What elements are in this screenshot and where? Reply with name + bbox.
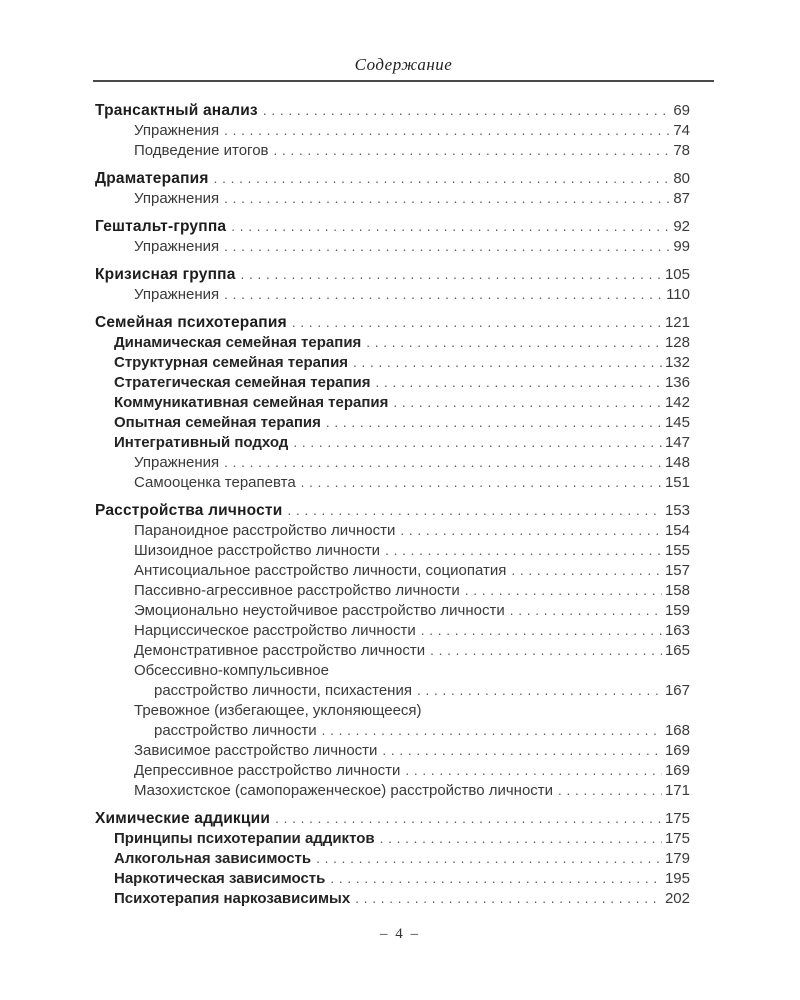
dot-leader	[287, 501, 662, 521]
toc-entry	[95, 781, 690, 801]
dot-leader	[292, 313, 662, 333]
toc-entry	[95, 741, 690, 761]
toc-entry-label: Опытная семейная терапия	[114, 414, 321, 431]
toc-entry	[95, 217, 690, 237]
dot-leader	[421, 621, 662, 641]
toc-entry	[95, 809, 690, 829]
toc-entry-line	[95, 889, 690, 909]
toc-entry-page: 175	[664, 830, 690, 847]
toc-entry-label: Упражнения	[134, 454, 220, 471]
dot-leader	[326, 413, 662, 433]
page-number-footer: – 4 –	[380, 926, 420, 942]
toc-entry-line	[95, 741, 690, 761]
content-header	[93, 55, 714, 82]
toc-entry-page: 167	[664, 682, 690, 699]
toc-entry-label: Принципы психотерапии аддиктов	[114, 830, 375, 847]
toc-entry-page: 147	[664, 434, 690, 451]
dot-leader	[224, 237, 670, 257]
toc-entry	[95, 701, 690, 741]
toc-entry	[95, 413, 690, 433]
dot-leader	[275, 809, 662, 829]
toc-entry-page: 99	[673, 238, 690, 255]
toc-entry-line	[95, 433, 690, 453]
toc-entry	[95, 661, 690, 701]
toc-entry-line	[95, 501, 690, 521]
toc-entry-line	[95, 661, 690, 681]
toc-entry-line	[95, 781, 690, 801]
dot-leader	[382, 741, 662, 761]
toc-entry-line	[95, 189, 690, 209]
toc-entry-line	[95, 701, 690, 721]
toc-entry-page: 110	[666, 286, 690, 303]
toc-entry	[95, 641, 690, 661]
toc-entry	[95, 353, 690, 373]
toc-entry-label: Подведение итогов	[134, 142, 269, 159]
dot-leader	[558, 781, 662, 801]
toc-entry-label: Упражнения	[134, 190, 220, 207]
toc-entry-page: 168	[664, 722, 690, 739]
toc-entry	[95, 373, 690, 393]
dot-leader	[224, 121, 670, 141]
toc-entry-page: 128	[664, 334, 690, 351]
toc-entry-line	[95, 393, 690, 413]
dot-leader	[366, 333, 662, 353]
dot-leader	[224, 453, 662, 473]
toc-entry-label: Демонстративное расстройство личности	[134, 642, 426, 659]
toc-entry	[95, 501, 690, 521]
toc-entry-page: 153	[664, 502, 690, 519]
toc-entry	[95, 849, 690, 869]
toc-entry-label: Динамическая семейная терапия	[114, 334, 362, 351]
toc-entry-page: 175	[664, 810, 690, 827]
toc-entry-label: Коммуникативная семейная терапия	[114, 394, 389, 411]
toc-entry-line	[95, 121, 690, 141]
toc-entry-line	[95, 561, 690, 581]
dot-leader	[385, 541, 662, 561]
toc-entry-page: 154	[664, 522, 690, 539]
toc-list	[95, 101, 690, 909]
dot-leader	[274, 141, 671, 161]
toc-entry-page: 121	[664, 314, 690, 331]
toc-entry-label: Пассивно-агрессивное расстройство личности	[134, 582, 460, 599]
toc-entry-label: Интегративный подход	[114, 434, 289, 451]
toc-entry-page: 92	[673, 218, 690, 235]
dot-leader	[511, 561, 662, 581]
toc-entry-page: 74	[673, 122, 690, 139]
toc-entry-label: Упражнения	[134, 238, 220, 255]
toc-entry-page: 148	[664, 454, 690, 471]
toc-entry-label: Нарциссическое расстройство личности	[134, 622, 416, 639]
toc-entry-line	[95, 265, 690, 285]
toc-entry-line	[95, 353, 690, 373]
toc-entry-line	[95, 413, 690, 433]
toc-entry-line	[95, 217, 690, 237]
toc-entry	[95, 869, 690, 889]
toc-entry-label-continued: расстройство личности	[154, 722, 317, 739]
toc-entry-line	[95, 101, 690, 121]
toc-entry-label: Эмоционально неустойчивое расстройство личности	[134, 602, 505, 619]
toc-entry-label: Алкогольная зависимость	[114, 850, 312, 867]
toc-entry-label: Трансактный анализ	[95, 102, 258, 119]
toc-entry	[95, 829, 690, 849]
dot-leader	[231, 217, 670, 237]
toc-entry-line	[95, 869, 690, 889]
toc-entry	[95, 265, 690, 285]
toc-entry	[95, 141, 690, 161]
toc-entry-line	[95, 621, 690, 641]
toc-entry-label-continued: расстройство личности, психастения	[154, 682, 412, 699]
toc-entry	[95, 601, 690, 621]
toc-entry-label: Самооценка терапевта	[134, 474, 296, 491]
toc-entry	[95, 433, 690, 453]
dot-leader	[353, 353, 662, 373]
dot-leader	[510, 601, 662, 621]
dot-leader	[224, 285, 663, 305]
toc-entry	[95, 333, 690, 353]
toc-entry-page: 159	[664, 602, 690, 619]
toc-entry-label: Химические аддикции	[95, 810, 271, 827]
toc-entry-label: Антисоциальное расстройство личности, социопатия	[134, 562, 507, 579]
dot-leader	[400, 521, 662, 541]
dot-leader	[293, 433, 662, 453]
toc-entry-label: Зависимое расстройство личности	[134, 742, 378, 759]
toc-entry-label: Расстройства личности	[95, 502, 283, 519]
toc-entry-line	[95, 721, 690, 741]
toc-entry	[95, 561, 690, 581]
toc-entry-line	[95, 237, 690, 257]
toc-entry	[95, 621, 690, 641]
toc-entry-label: Шизоидное расстройство личности	[134, 542, 381, 559]
toc-entry-line	[95, 601, 690, 621]
dot-leader	[214, 169, 671, 189]
toc-entry	[95, 581, 690, 601]
toc-entry	[95, 313, 690, 333]
toc-entry-page: 132	[664, 354, 690, 371]
toc-entry-label: Гештальт-группа	[95, 218, 227, 235]
toc-entry	[95, 237, 690, 257]
toc-entry-label: Драматерапия	[95, 170, 209, 187]
toc-entry-line	[95, 829, 690, 849]
dot-leader	[380, 829, 662, 849]
toc-entry-line	[95, 849, 690, 869]
toc-entry-label: Наркотическая зависимость	[114, 870, 326, 887]
toc-entry	[95, 169, 690, 189]
toc-entry-line	[95, 285, 690, 305]
toc-entry	[95, 889, 690, 909]
toc-entry	[95, 393, 690, 413]
toc-entry-label: Упражнения	[134, 286, 220, 303]
toc-entry-line	[95, 809, 690, 829]
dot-leader	[465, 581, 662, 601]
toc-entry-label: Стратегическая семейная терапия	[114, 374, 371, 391]
toc-entry-label: Структурная семейная терапия	[114, 354, 349, 371]
toc-entry	[95, 761, 690, 781]
toc-entry-page: 165	[664, 642, 690, 659]
dot-leader	[241, 265, 662, 285]
toc-entry-line	[95, 141, 690, 161]
dot-leader	[330, 869, 662, 889]
toc-entry-label: Психотерапия наркозависимых	[114, 890, 351, 907]
toc-entry	[95, 521, 690, 541]
toc-entry-page: 195	[664, 870, 690, 887]
toc-entry	[95, 473, 690, 493]
toc-entry-page: 169	[664, 762, 690, 779]
toc-entry-line	[95, 313, 690, 333]
toc-entry-line	[95, 473, 690, 493]
dot-leader	[355, 889, 662, 909]
toc-entry-page: 78	[673, 142, 690, 159]
toc-entry	[95, 101, 690, 121]
toc-entry	[95, 453, 690, 473]
toc-entry-label: Мазохистское (самопораженческое) расстройство личности	[134, 782, 554, 799]
toc-entry	[95, 121, 690, 141]
toc-entry-label: Обсессивно-компульсивное	[134, 662, 329, 679]
toc-entry	[95, 541, 690, 561]
dot-leader	[322, 721, 662, 741]
toc-entry-line	[95, 761, 690, 781]
toc-entry-page: 163	[664, 622, 690, 639]
page-title: Содержание	[354, 55, 453, 74]
toc-entry-line	[95, 641, 690, 661]
toc-entry-page: 169	[664, 742, 690, 759]
toc-entry-page: 202	[664, 890, 690, 907]
dot-leader	[376, 373, 662, 393]
toc-entry-page: 80	[673, 170, 690, 187]
dot-leader	[224, 189, 670, 209]
toc-entry	[95, 189, 690, 209]
toc-entry-label: Кризисная группа	[95, 266, 236, 283]
toc-entry-line	[95, 681, 690, 701]
toc-entry-page: 69	[673, 102, 690, 119]
toc-entry-line	[95, 169, 690, 189]
toc-entry-page: 179	[664, 850, 690, 867]
toc-entry	[95, 285, 690, 305]
toc-entry-line	[95, 581, 690, 601]
toc-entry-page: 171	[664, 782, 690, 799]
dot-leader	[430, 641, 662, 661]
dot-leader	[316, 849, 662, 869]
toc-entry-line	[95, 453, 690, 473]
toc-entry-line	[95, 521, 690, 541]
toc-entry-page: 142	[664, 394, 690, 411]
toc-entry-line	[95, 333, 690, 353]
toc-entry-label: Тревожное (избегающее, уклоняющееся)	[134, 702, 422, 719]
toc-entry-page: 145	[664, 414, 690, 431]
toc-entry-line	[95, 541, 690, 561]
toc-entry-label: Семейная психотерапия	[95, 314, 287, 331]
toc-entry-label: Упражнения	[134, 122, 220, 139]
dot-leader	[301, 473, 662, 493]
toc-entry-page: 87	[673, 190, 690, 207]
toc-entry-page: 158	[664, 582, 690, 599]
dot-leader	[405, 761, 662, 781]
dot-leader	[417, 681, 662, 701]
toc-entry-label: Параноидное расстройство личности	[134, 522, 396, 539]
toc-entry-label: Депрессивное расстройство личности	[134, 762, 401, 779]
dot-leader	[263, 101, 670, 121]
toc-entry-line	[95, 373, 690, 393]
toc-entry-page: 105	[664, 266, 690, 283]
toc-entry-page: 151	[664, 474, 690, 491]
dot-leader	[393, 393, 662, 413]
toc-entry-page: 155	[664, 542, 690, 559]
toc-entry-page: 157	[664, 562, 690, 579]
toc-entry-page: 136	[664, 374, 690, 391]
